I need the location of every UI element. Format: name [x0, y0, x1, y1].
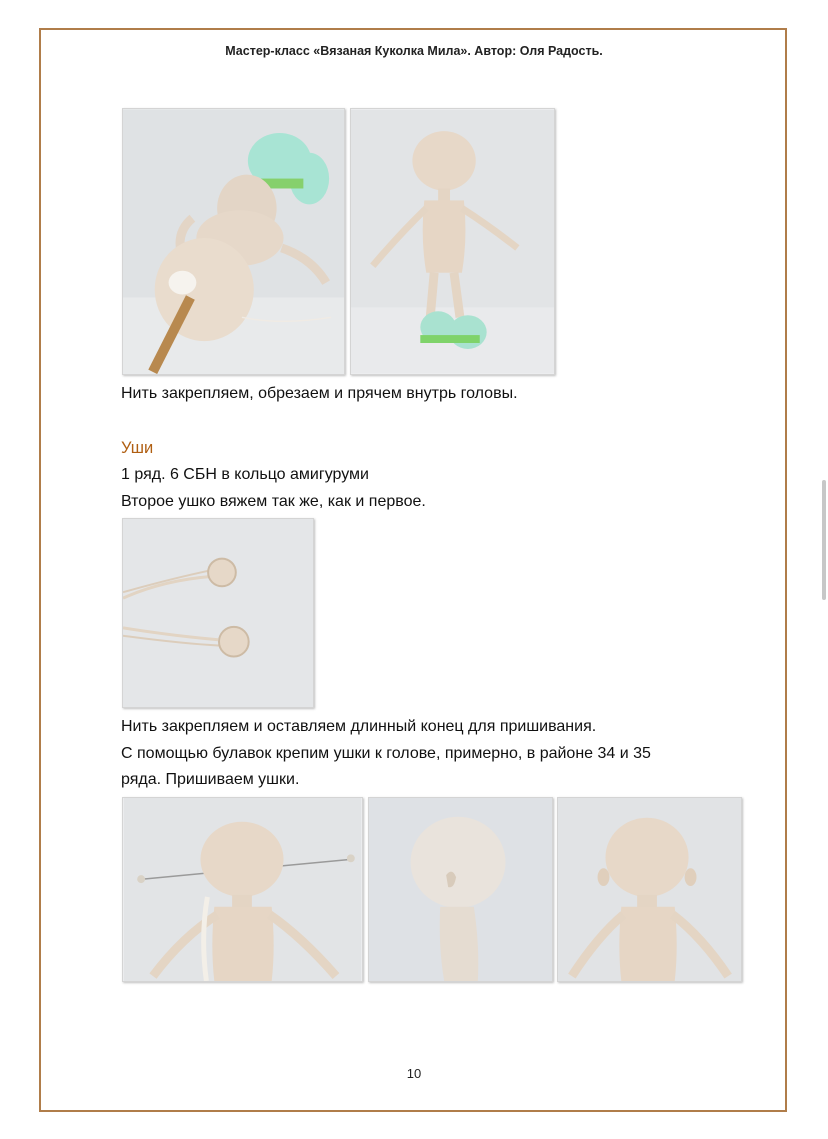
crochet-head-stuffing-icon — [123, 109, 344, 374]
photo-head-stuffing — [122, 108, 345, 375]
crochet-doll-standing-icon — [351, 109, 554, 374]
scrollbar[interactable] — [822, 480, 826, 600]
doll-head-side-icon — [369, 798, 552, 981]
doll-head-pinned-icon — [123, 798, 362, 981]
photo-doll-standing — [350, 108, 555, 375]
crochet-ears-icon — [123, 519, 313, 707]
paragraph-3: Второе ушко вяжем так же, как и первое. — [121, 493, 426, 510]
page-header: Мастер-класс «Вязаная Куколка Мила». Автор: Оля Радость. — [225, 44, 603, 58]
page-number: 10 — [406, 1066, 422, 1081]
photo-ears — [122, 518, 314, 708]
section-heading-ears: Уши — [121, 439, 154, 457]
photo-side-view — [368, 797, 553, 982]
paragraph-5: С помощью булавок крепим ушки к голове, примерно, в районе 34 и 35 — [121, 745, 651, 762]
paragraph-2: 1 ряд. 6 СБН в кольцо амигуруми — [121, 466, 369, 483]
paragraph-6: ряда. Пришиваем ушки. — [121, 771, 300, 788]
doll-head-back-icon — [558, 798, 741, 981]
photo-pins-front — [122, 797, 363, 982]
photo-back-view — [557, 797, 742, 982]
paragraph-1: Нить закрепляем, обрезаем и прячем внутрь головы. — [121, 385, 518, 402]
paragraph-4: Нить закрепляем и оставляем длинный конец для пришивания. — [121, 718, 597, 735]
